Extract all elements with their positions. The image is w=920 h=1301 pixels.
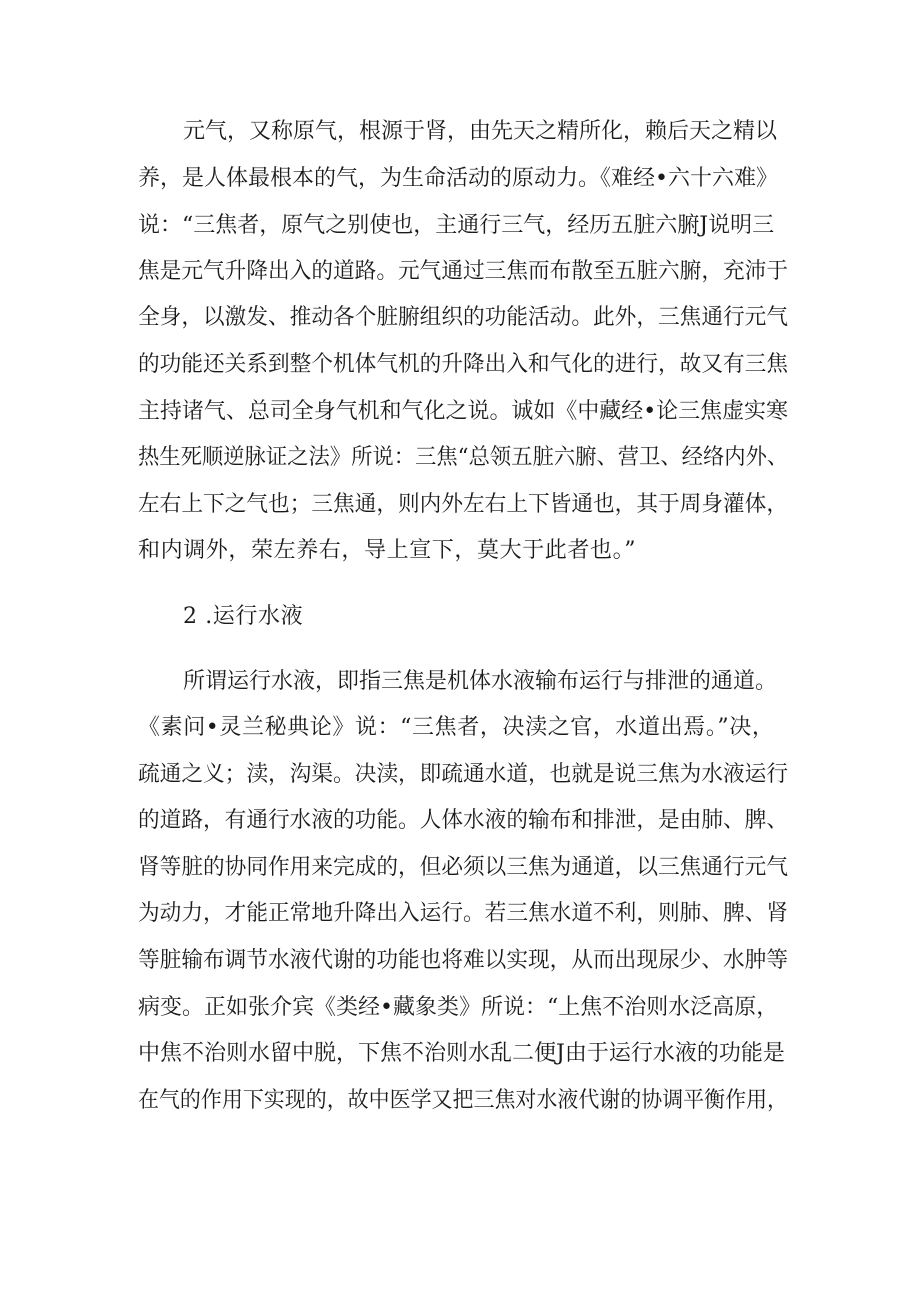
paragraph-1-line-6: 的功能还关系到整个机体气机的升降出入和气化的进行，故又有三焦 <box>138 352 789 377</box>
paragraph-2-line-4: 的道路，有通行水液的功能。人体水液的输布和排泄，是由肺、脾、 <box>138 808 789 833</box>
paragraph-1-line-3: 说：“三焦者，原气之别使也，主通行三气，经历五脏六腑J说明三 <box>138 213 775 238</box>
paragraph-2-line-10: 在气的作用下实现的，故中医学又把三焦对水液代谢的协调平衡作用， <box>138 1088 789 1113</box>
paragraph-2-line-7: 等脏输布调节水液代谢的功能也将难以实现，从而出现尿少、水肿等 <box>138 948 789 973</box>
paragraph-1-line-5: 全身，以激发、推动各个脏腑组织的功能活动。此外，三焦通行元气 <box>138 305 789 330</box>
paragraph-1-line-9: 左右上下之气也；三焦通，则内外左右上下皆通也，其于周身灌体， <box>138 492 789 517</box>
paragraph-1-line-10: 和内调外，荣左养右，导上宣下，莫大于此者也。” <box>138 538 637 563</box>
paragraph-1-line-7: 主持诸气、总司全身气机和气化之说。诚如《中藏经•论三焦虚实寒 <box>138 399 788 424</box>
paragraph-2-line-2: 《素问•灵兰秘典论》说：“三焦者，决渎之官，水道出焉。”决， <box>138 715 775 740</box>
paragraph-1-line-4: 焦是元气升降出入的道路。元气通过三焦而布散至五脏六腑，充沛于 <box>138 259 789 284</box>
paragraph-2-line-3: 疏通之义；渎，沟渠。决渎，即疏通水道，也就是说三焦为水液运行 <box>138 762 789 787</box>
paragraph-2-line-8: 病变。正如张介宾《类经•藏象类》所说：“上焦不治则水泛高原， <box>138 995 779 1020</box>
paragraph-2-line-9: 中焦不治则水留中脱，下焦不治则水乱二便J由于运行水液的功能是 <box>138 1041 785 1066</box>
paragraph-2-line-6: 为动力，才能正常地升降出入运行。若三焦水道不利，则肺、脾、肾 <box>138 901 789 926</box>
paragraph-1-line-8: 热生死顺逆脉证之法》所说：三焦“总领五脏六腑、营卫、经络内外、 <box>138 445 789 470</box>
paragraph-1-line-1: 元气，又称原气，根源于肾，由先天之精所化，赖后天之精以 <box>183 119 778 144</box>
paragraph-2-line-5: 肾等脏的协同作用来完成的，但必须以三焦为通道，以三焦通行元气 <box>138 855 789 880</box>
paragraph-1-line-2: 养，是人体最根本的气，为生命活动的原动力。《难经•六十六难》 <box>138 166 778 191</box>
section-heading: 2 .运行水液 <box>183 604 304 629</box>
paragraph-2-line-1: 所谓运行水液，即指三焦是机体水液输布运行与排泄的通道。 <box>183 669 778 694</box>
